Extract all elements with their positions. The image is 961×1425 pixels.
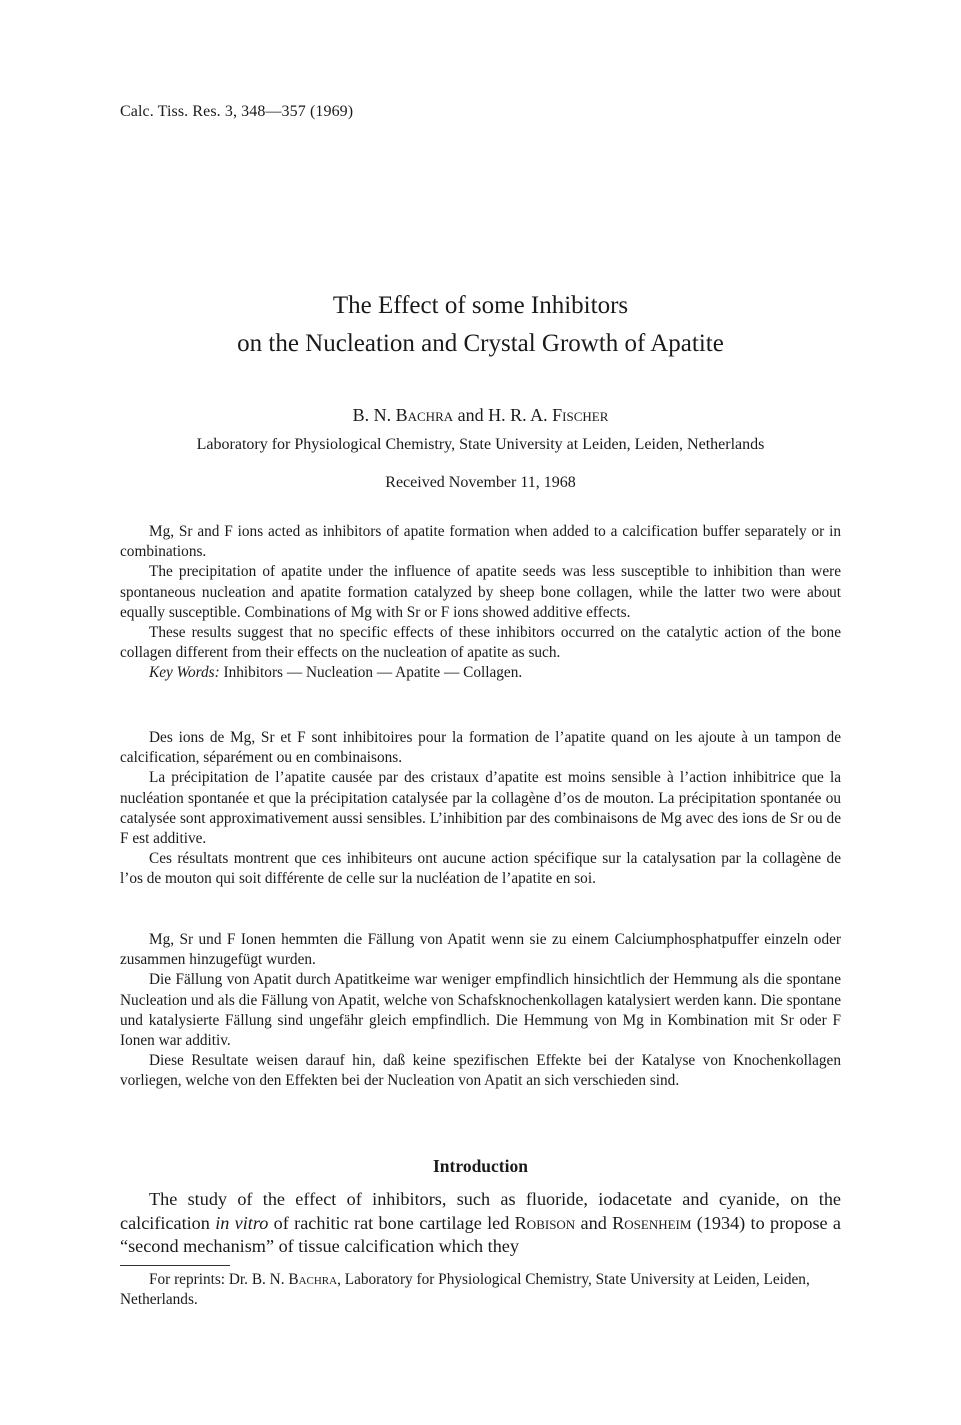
author-conjunction: and	[453, 405, 489, 425]
article-title-line-1: The Effect of some Inhibitors	[332, 292, 629, 319]
author-1-initials: B. N.	[352, 405, 396, 425]
abstract-fr-paragraph-2: La précipitation de l’apatite causée par des cristaux d’apatite est moins sensible à l’action inhibitrice que la nucléation spontanée et que la précipitation catalysée par la collagène d’os de mouton. La précipitation spontanée ou catalysée sont approximativement aussi sensibles. L’inhibition par des combinaisons de Mg avec des ions de Sr ou de F est additive.	[120, 769, 841, 848]
abstract-en-paragraph-1: Mg, Sr and F ions acted as inhibitors of apatite formation when added to a calcification buffer separately or in combinations.	[120, 523, 841, 561]
author-list	[120, 405, 841, 426]
abstract-fr-paragraph-3: Ces résultats montrent que ces inhibiteurs ont aucune action spécifique sur la catalysation par la collagène de l’os de mouton qui soit différente de celle sur la nucléation de l’apatite en soi.	[120, 850, 841, 888]
journal-citation: Calc. Tiss. Res. 3, 348—357 (1969)	[120, 103, 354, 120]
author-1-surname: Bachra	[395, 405, 454, 425]
intro-cited-author: Rosenheim	[612, 1212, 692, 1233]
section-heading-introduction: Introduction	[433, 1156, 528, 1176]
footnote-part: For reprints: Dr. B. N.	[149, 1271, 289, 1288]
footnote-rule	[120, 1265, 230, 1266]
introduction-paragraph	[120, 1188, 841, 1259]
intro-text-part: (1934) to propose a “second mechanism” of tissue calcification which they	[120, 1212, 842, 1256]
intro-text-part: of rachitic rat bone cartilage led	[268, 1212, 515, 1233]
intro-text-part: and	[575, 1212, 613, 1233]
footnote-part: , Laboratory for Physiological Chemistry, State University at Leiden, Leiden, Netherlands.	[120, 1271, 810, 1308]
abstract-french	[120, 728, 841, 890]
abstract-de-paragraph-3: Diese Resultate weisen darauf hin, daß keine spezifischen Effekte bei der Katalyse von Knochenkollagen vorliegen, welche von den Effekten bei der Nucleation von Apatit an sich verschieden sind.	[120, 1052, 841, 1090]
keywords-label: Key Words:	[149, 664, 220, 682]
affiliation: Laboratory for Physiological Chemistry, State University at Leiden, Leiden, Netherlands	[196, 436, 765, 453]
keywords-list: Inhibitors — Nucleation — Apatite — Collagen.	[219, 664, 523, 682]
footnote-author: Bachra	[288, 1271, 338, 1288]
abstract-english	[120, 522, 841, 684]
abstract-fr-paragraph-1: Des ions de Mg, Sr et F sont inhibitoires pour la formation de l’apatite quand on les ajoute à un tampon de calcification, séparément ou en combinaisons.	[120, 729, 841, 767]
reprint-footnote	[120, 1270, 841, 1310]
abstract-en-paragraph-2: The precipitation of apatite under the influence of apatite seeds was less susceptible to inhibition than were spontaneous nucleation and apatite formation catalyzed by sheep bone collagen, while the latter two were about equally susceptible. Combinations of Mg with Sr or F ions showed additive effects.	[120, 563, 841, 621]
introduction-text	[120, 1188, 841, 1259]
intro-text-part: The study of the effect of inhibitors, such as fluoride, iodacetate and cyanide, on the calcification	[120, 1189, 841, 1233]
abstract-de-paragraph-1: Mg, Sr und F Ionen hemmten die Fällung von Apatit wenn sie zu einem Calciumphosphatpuffer einzeln oder zusammen hinzugefügt wurden.	[120, 931, 841, 969]
footnote-text	[120, 1270, 841, 1310]
abstract-de-paragraph-2: Die Fällung von Apatit durch Apatitkeime war weniger empfindlich hinsichtlich der Hemmung als die spontane Nucleation und als die Fällung von Apatit, welche von Schafsknochenkollagen katalysiert werden kann. Die spontane und katalysierte Fällung sind ungefähr gleich empfindlich. Die Hemmung von Mg in Kombination mit Sr oder F Ionen war additiv.	[120, 971, 841, 1050]
intro-cited-author: Robison	[514, 1212, 576, 1233]
abstract-en-paragraph-3: These results suggest that no specific effects of these inhibitors occurred on the catalytic action of the bone collagen different from their effects on the nucleation of apatite as such.	[120, 624, 841, 662]
intro-italic-term: in vitro	[215, 1212, 269, 1233]
author-2-initials: H. R. A.	[488, 405, 553, 425]
author-2-surname: Fischer	[552, 405, 609, 425]
abstract-german	[120, 930, 841, 1092]
received-date: Received November 11, 1968	[385, 474, 576, 491]
keywords-line	[120, 663, 841, 683]
article-title-line-2: on the Nucleation and Crystal Growth of Apatite	[237, 330, 724, 357]
